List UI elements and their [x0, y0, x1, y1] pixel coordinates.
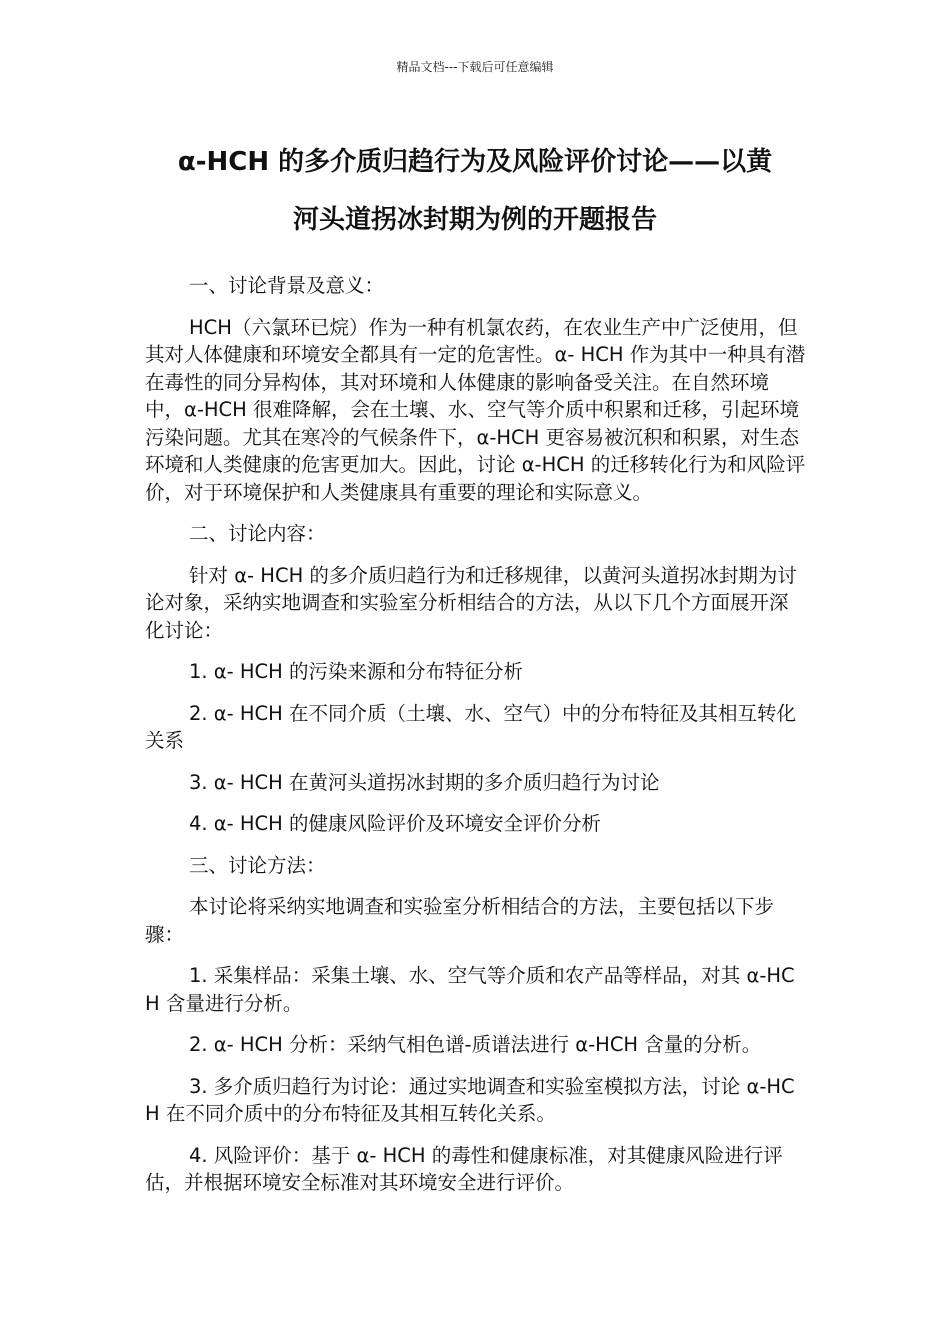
method-step-4: 4. 风险评价：基于 α- HCH 的毒性和健康标准，对其健康风险进行评估，并根据环境安全标准对其环境安全进行评价。	[145, 1143, 783, 1194]
section-heading-methods: 三、讨论方法：	[189, 853, 326, 877]
section-heading-content: 二、讨论内容：	[189, 522, 326, 545]
paragraph-methods-intro: 本讨论将采纳实地调查和实验室分析相结合的方法，主要包括以下步骤：	[145, 895, 775, 946]
paragraph-content-intro: 针对 α- HCH 的多介质归趋行为和迁移规律，以黄河头道拐冰封期为讨论对象，采纳实地调查和实验室分析相结合的方法，从以下几个方面展开深化讨论：	[145, 563, 797, 642]
content-item-2: 2. α- HCH 在不同介质（土壤、水、空气）中的分布特征及其相互转化关系	[145, 701, 797, 752]
title-line-2: 河头道拐冰封期为例的开题报告	[292, 205, 657, 235]
paragraph-background: HCH（六氯环已烷）作为一种有机氯农药，在农业生产中广泛使用，但其对人体健康和环境安全都具有一定的危害性。α- HCH 作为其中一种具有潜在毒性的同分异构体，其对环境和人体健康的影响备受关注。在自然环境中，α-HCH 很难降解，会在土壤、水、空气等介质中积累和迁移，引起环境污染问题。尤其在寒冷的气候条件下，α-HCH 更容易被沉积和积累，对生态环境和人类健康的危害更加大。因此，讨论 α-HCH 的迁移转化行为和风险评价，对于环境保护和人类健康具有重要的理论和实际意义。	[145, 315, 806, 504]
content-item-3: 3. α- HCH 在黄河头道拐冰封期的多介质归趋行为讨论	[189, 770, 660, 794]
method-step-1: 1. 采集样品：采集土壤、水、空气等介质和农产品等样品，对其 α-HCH 含量进行分析。	[145, 964, 795, 1015]
document-body	[145, 272, 807, 1211]
method-step-3: 3. 多介质归趋行为讨论：通过实地调查和实验室模拟方法，讨论 α-HCH 在不同介质中的分布特征及其相互转化关系。	[145, 1074, 795, 1125]
document-title	[145, 133, 805, 249]
content-item-1: 1. α- HCH 的污染来源和分布特征分析	[189, 660, 524, 683]
section-heading-background: 一、讨论背景及意义：	[189, 274, 385, 297]
content-item-4: 4. α- HCH 的健康风险评价及环境安全评价分析	[189, 812, 602, 835]
header-note: 精品文档---下载后可任意编辑	[396, 60, 554, 74]
title-line-1: α-HCH 的多介质归趋行为及风险评价讨论——以黄	[177, 147, 773, 177]
method-step-2: 2. α- HCH 分析：采纳气相色谱-质谱法进行 α-HCH 含量的分析。	[189, 1033, 762, 1056]
